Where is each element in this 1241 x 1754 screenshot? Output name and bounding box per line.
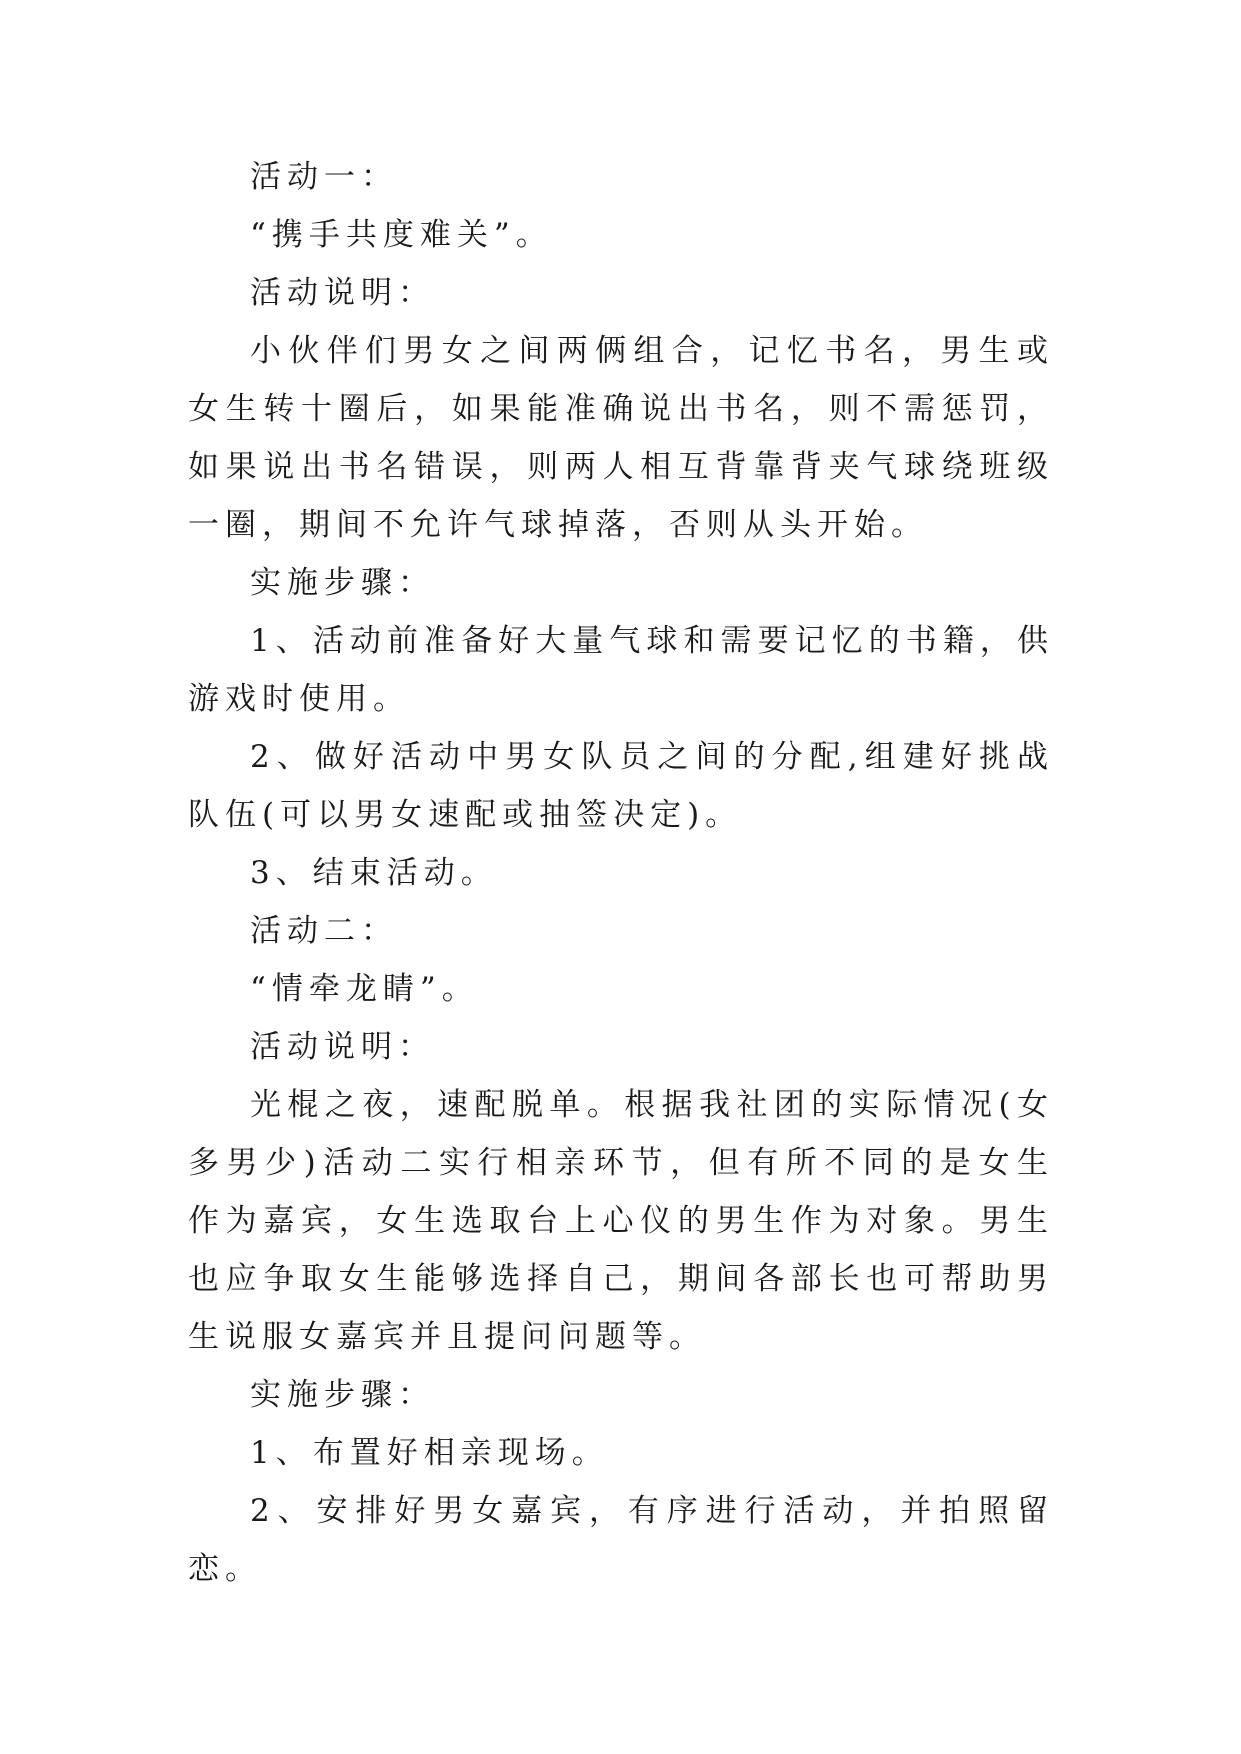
activity-one-steps-heading: 实施步骤： — [250, 565, 435, 601]
activity-one-description: 小伙伴们男女之间两俩组合，记忆书名，男生或女生转十圈后，如果能准确说出书名，则不需惩罚，如果说出书名错误，则两人相互背靠背夹气球绕班级一圈，期间不允许气球掉落，否则从头开始。 — [188, 333, 1054, 543]
activity-one-step-1: 1、活动前准备好大量气球和需要记忆的书籍，供游戏时使用。 — [188, 623, 1054, 717]
document-body — [188, 148, 1054, 1598]
activity-two-step-1: 1、布置好相亲现场。 — [250, 1435, 609, 1471]
activity-two-heading: 活动二： — [250, 913, 398, 949]
activity-two-title: “情牵龙睛”。 — [250, 971, 479, 1007]
activity-two-description: 光棍之夜，速配脱单。根据我社团的实际情况(女多男少)活动二实行相亲环节，但有所不同的是女生作为嘉宾，女生选取台上心仪的男生作为对象。男生也应争取女生能够选择自己，期间各部长也可帮助男生说服女嘉宾并且提问问题等。 — [188, 1087, 1054, 1355]
activity-one-description-heading: 活动说明： — [250, 275, 435, 311]
activity-one-step-2: 2、做好活动中男女队员之间的分配,组建好挑战队伍(可以男女速配或抽签决定)。 — [188, 739, 1054, 833]
activity-two-step-2: 2、安排好男女嘉宾，有序进行活动，并拍照留恋。 — [188, 1493, 1054, 1587]
activity-one-title: “携手共度难关”。 — [250, 217, 553, 253]
activity-one-step-3: 3、结束活动。 — [250, 855, 498, 891]
activity-two-steps-heading: 实施步骤： — [250, 1377, 435, 1413]
activity-two-description-heading: 活动说明： — [250, 1029, 435, 1065]
activity-one-heading: 活动一： — [250, 159, 398, 195]
